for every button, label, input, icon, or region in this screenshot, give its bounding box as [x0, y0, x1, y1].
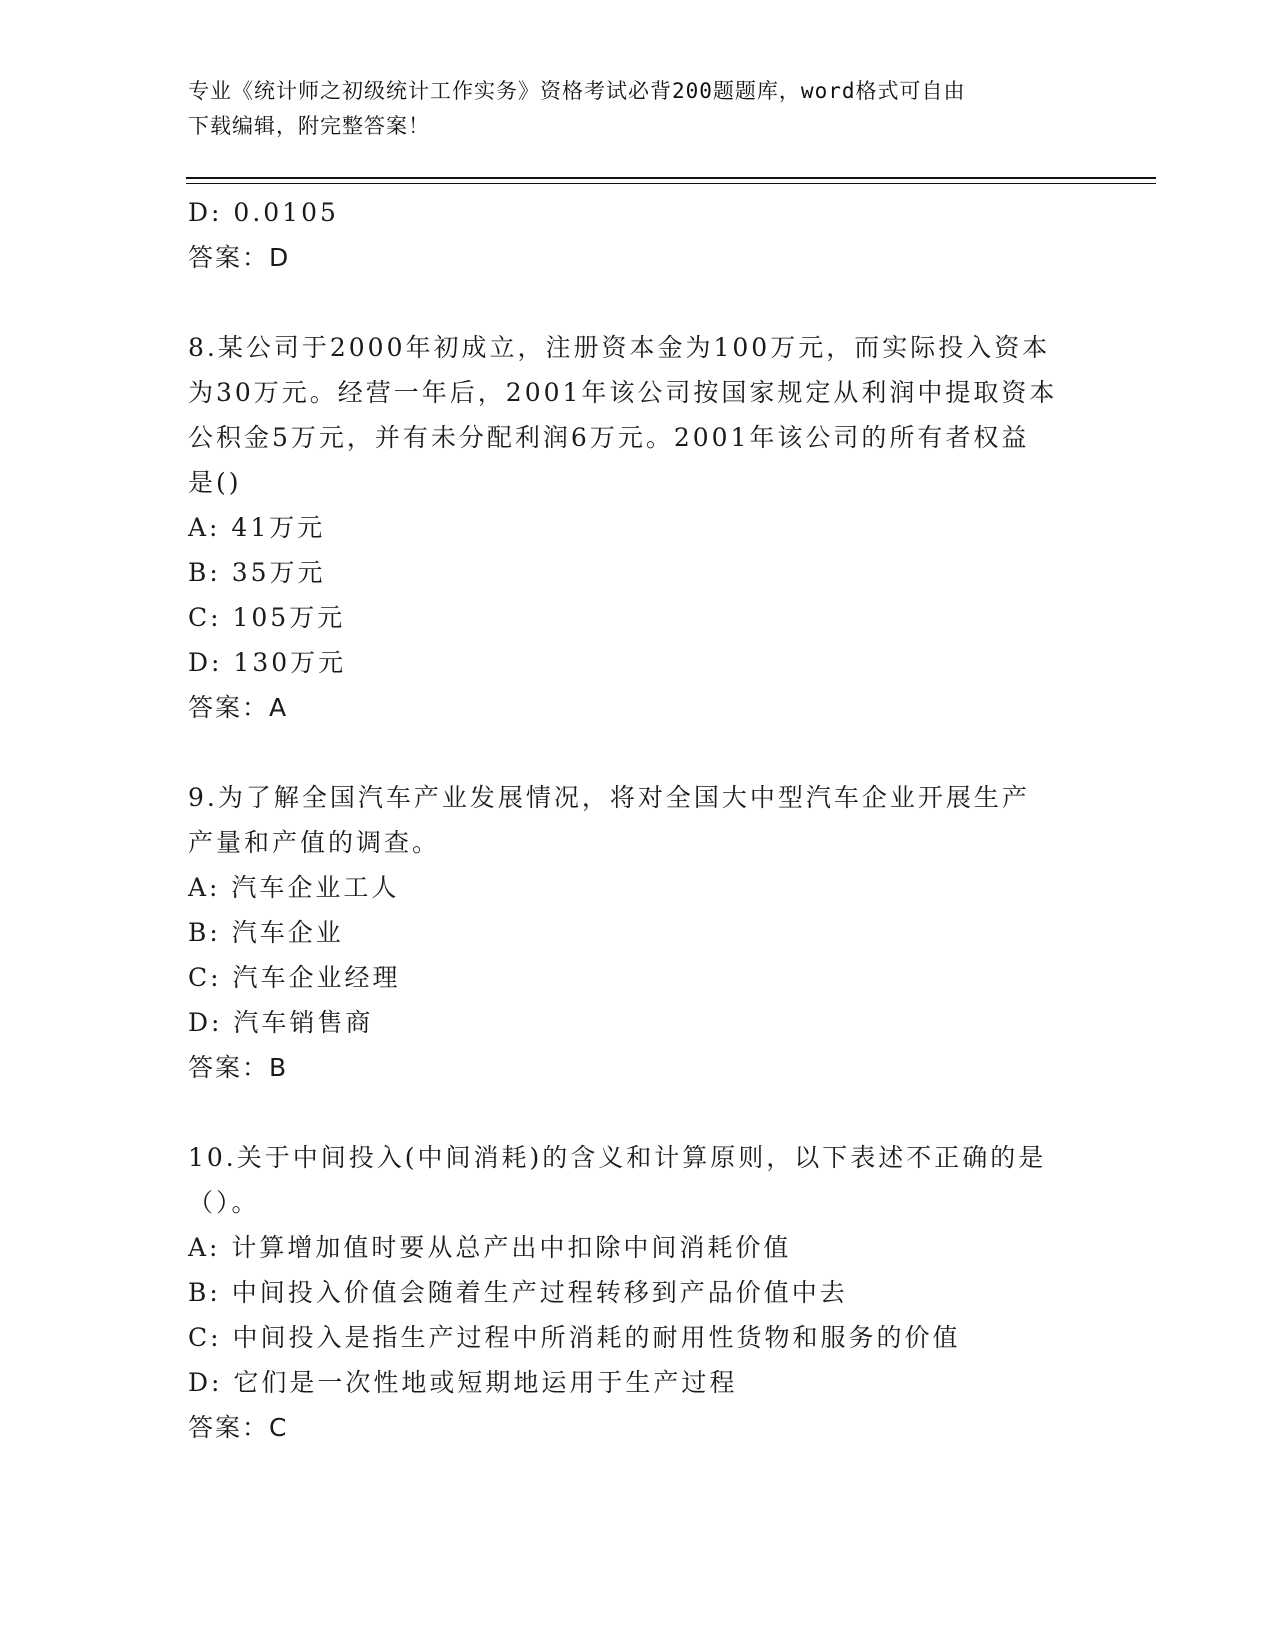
question-9	[188, 775, 1088, 1090]
answer-line: 答案：B	[188, 1053, 289, 1082]
option-b: B: 中间投入价值会随着生产过程转移到产品价值中去	[188, 1278, 848, 1307]
question-content	[188, 190, 1088, 1450]
question-stem-line: 10.关于中间投入(中间消耗)的含义和计算原则，以下表述不正确的是	[188, 1143, 1047, 1172]
question-stem-line: 公积金5万元，并有未分配利润6万元。2001年该公司的所有者权益	[188, 423, 1030, 452]
option-a: A: 汽车企业工人	[188, 873, 400, 902]
answer-line: 答案：A	[188, 693, 289, 722]
question-stem-line: 8.某公司于2000年初成立，注册资本金为100万元，而实际投入资本	[188, 333, 1051, 362]
question-stem-line: 是()	[188, 468, 242, 497]
header-rule-thick	[186, 177, 1156, 179]
option-a: A: 计算增加值时要从总产出中扣除中间消耗价值	[188, 1233, 792, 1262]
question-stem-line: 为30万元。经营一年后，2001年该公司按国家规定从利润中提取资本	[188, 378, 1058, 407]
header-line-2: 下载编辑，附完整答案！	[188, 114, 430, 138]
spacer	[188, 730, 1088, 775]
option-d: D: 130万元	[188, 648, 347, 677]
option-d: D: 0.0105	[188, 198, 339, 227]
question-stem-line: （）。	[188, 1188, 260, 1217]
option-a: A: 41万元	[188, 513, 326, 542]
header-line-1: 专业《统计师之初级统计工作实务》资格考试必背200题题库，word格式可自由	[188, 79, 966, 103]
spacer	[188, 1090, 1088, 1135]
answer-line: 答案：C	[188, 1413, 289, 1442]
previous-question-tail	[188, 190, 1088, 280]
option-b: B: 汽车企业	[188, 918, 344, 947]
option-d: D: 它们是一次性地或短期地运用于生产过程	[188, 1368, 738, 1397]
option-c: C: 汽车企业经理	[188, 963, 401, 992]
option-c: C: 105万元	[188, 603, 346, 632]
option-b: B: 35万元	[188, 558, 326, 587]
question-10	[188, 1135, 1088, 1450]
question-stem-line: 产量和产值的调查。	[188, 828, 441, 857]
spacer	[188, 280, 1088, 325]
option-c: C: 中间投入是指生产过程中所消耗的耐用性货物和服务的价值	[188, 1323, 961, 1352]
page-header	[188, 74, 1088, 144]
answer-line: 答案：D	[188, 243, 291, 272]
question-stem-line: 9.为了解全国汽车产业发展情况，将对全国大中型汽车企业开展生产	[188, 783, 1030, 812]
option-d: D: 汽车销售商	[188, 1008, 374, 1037]
question-8	[188, 325, 1088, 730]
header-rule-thin	[186, 183, 1156, 184]
